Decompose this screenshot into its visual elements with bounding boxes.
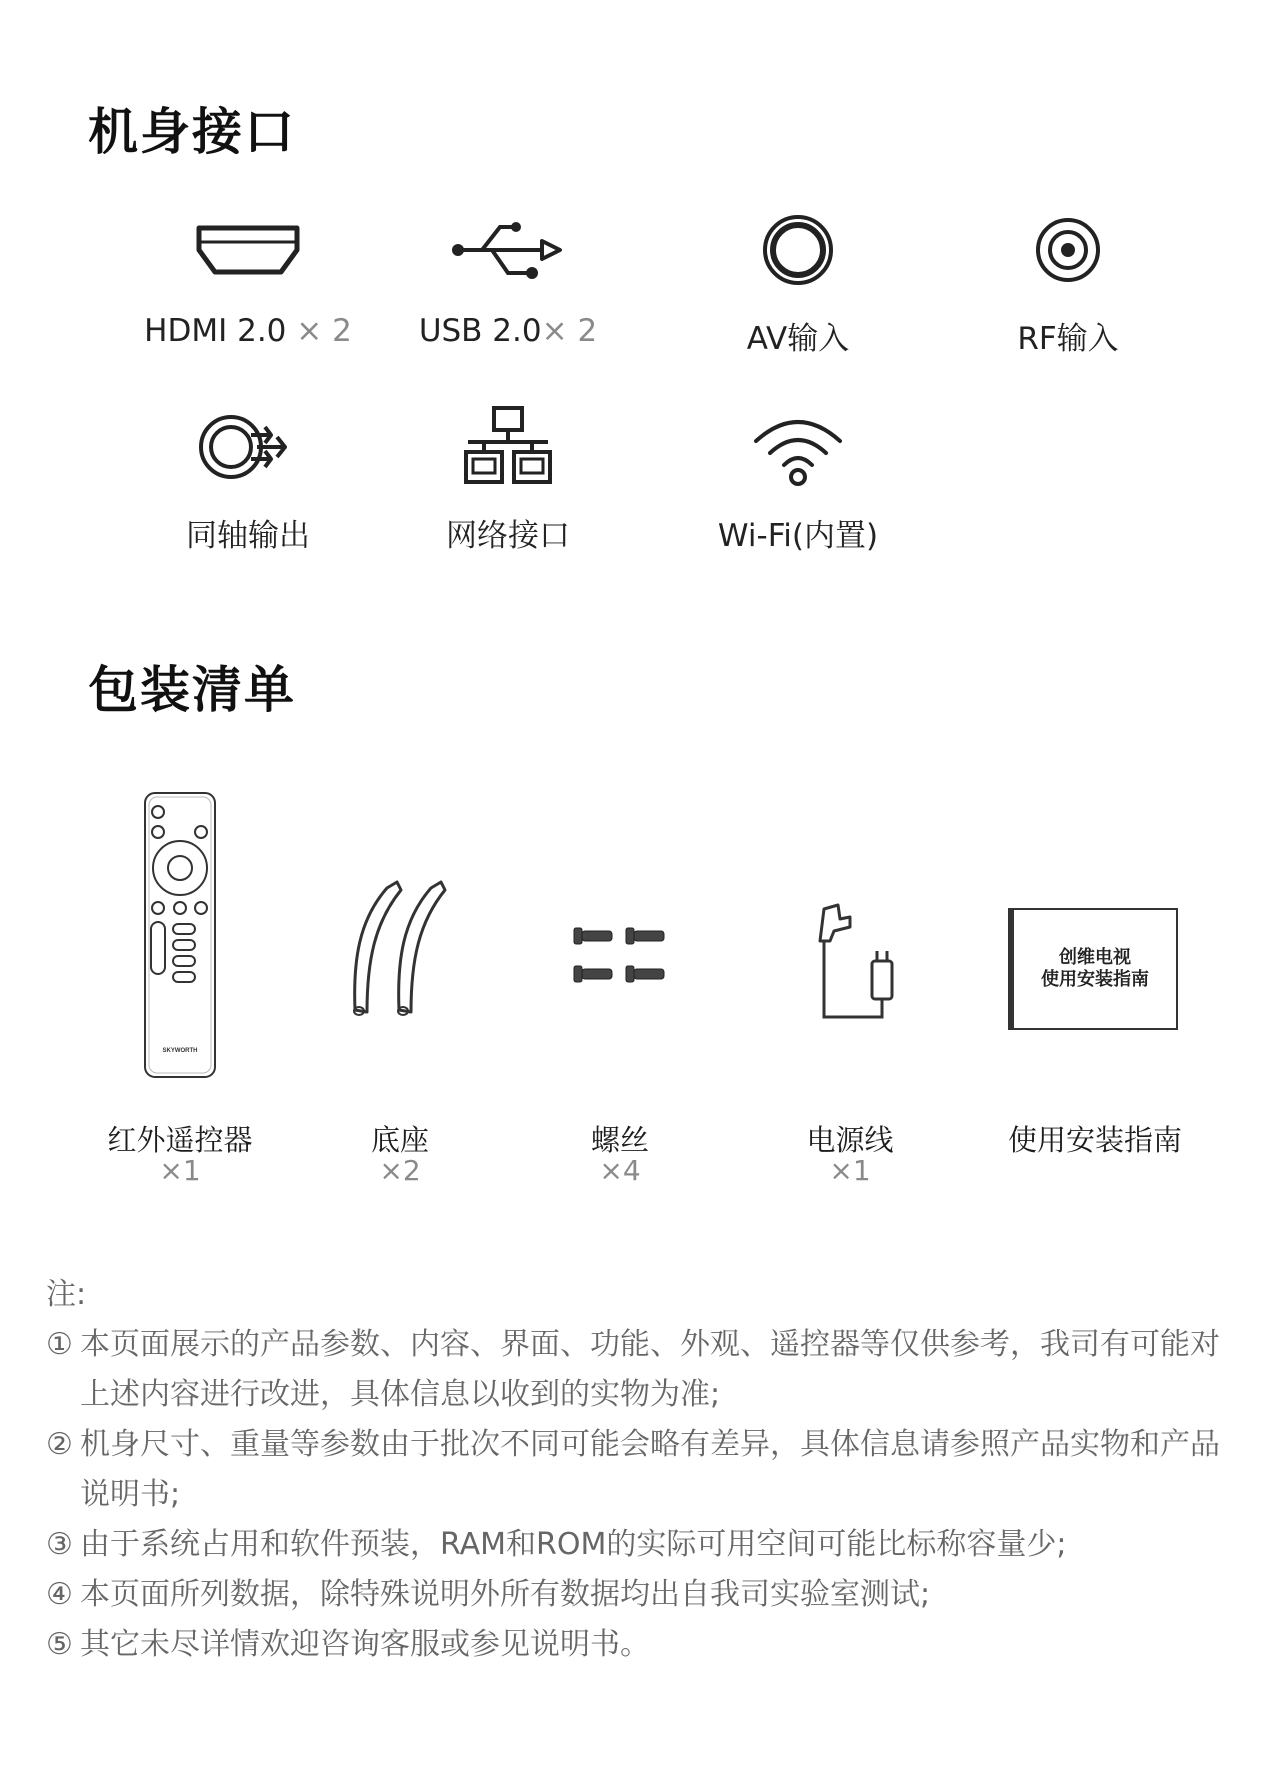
package-item-screws-qty: ×4 (599, 1154, 641, 1187)
stand-legs-image (290, 870, 510, 1020)
hdmi-port-icon (118, 195, 378, 305)
screws-image (510, 920, 730, 990)
note-text: 本页面展示的产品参数、内容、界面、功能、外观、遥控器等仅供参考，我司有可能对上述内容进行改进，具体信息以收到的实物为准; (80, 1327, 1220, 1412)
note-number: ① (46, 1327, 73, 1362)
usb-icon (378, 195, 638, 305)
port-wifi-label: Wi-Fi(内置) (717, 518, 879, 554)
package-item-stand (290, 780, 510, 1187)
rf-jack-icon (938, 195, 1198, 305)
note-number: ③ (46, 1527, 73, 1562)
note-text: 其它未尽详情欢迎咨询客服或参见说明书。 (80, 1627, 650, 1662)
port-hdmi-count: × 2 (296, 313, 352, 349)
package-item-stand-qty: ×2 (379, 1154, 421, 1187)
note-number: ⑤ (46, 1627, 73, 1662)
package-item-remote-qty: ×1 (159, 1154, 201, 1187)
network-port-icon (378, 392, 638, 502)
coaxial-output-icon (118, 392, 378, 502)
note-item (46, 1570, 1246, 1620)
note-item (46, 1320, 1246, 1420)
package-item-remote-name: 红外遥控器 (107, 1123, 253, 1157)
port-network-label: 网络接口 (446, 518, 570, 554)
note-text: 本页面所列数据，除特殊说明外所有数据均出自我司实验室测试; (80, 1577, 931, 1612)
package-item-manual-name: 使用安装指南 (1007, 1123, 1182, 1157)
note-number: ④ (46, 1577, 73, 1612)
av-jack-icon (668, 195, 928, 305)
port-wifi (668, 392, 928, 555)
package-item-power-cord-qty: ×1 (829, 1154, 871, 1187)
port-coaxial-label: 同轴输出 (186, 518, 310, 554)
package-item-power-cord-name: 电源线 (806, 1123, 894, 1157)
port-usb (378, 195, 638, 349)
port-av (668, 195, 928, 358)
package-item-manual (985, 780, 1205, 1180)
package-item-remote (70, 780, 290, 1187)
note-text: 机身尺寸、重量等参数由于批次不同可能会略有差异，具体信息请参照产品实物和产品说明书; (80, 1427, 1220, 1512)
ports-section-title: 机身接口 (88, 103, 296, 161)
manual-booklet-cover (1012, 908, 1178, 1030)
note-text: 由于系统占用和软件预装，RAM和ROM的实际可用空间可能比标称容量少; (80, 1527, 1067, 1562)
package-section-title: 包装清单 (88, 661, 296, 719)
manual-cover-line2: 使用安装指南 (1041, 969, 1149, 990)
port-rf (938, 195, 1198, 358)
port-av-label: AV输入 (746, 321, 850, 357)
wifi-icon (668, 392, 928, 502)
manual-cover-line1: 创维电视 (1059, 947, 1131, 968)
note-item (46, 1620, 1246, 1670)
port-hdmi (118, 195, 378, 349)
port-usb-label: USB 2.0 (418, 313, 542, 349)
port-coaxial (118, 392, 378, 555)
port-hdmi-label: HDMI 2.0 (144, 313, 287, 349)
package-item-power-cord (740, 780, 960, 1187)
manual-booklet-image (985, 905, 1205, 1030)
note-item (46, 1420, 1246, 1520)
package-item-screws (510, 780, 730, 1187)
package-item-stand-name: 底座 (370, 1123, 429, 1157)
remote-control-image (70, 780, 290, 1080)
note-item (46, 1520, 1246, 1570)
package-item-screws-name: 螺丝 (590, 1123, 649, 1157)
port-rf-label: RF输入 (1017, 321, 1119, 357)
port-usb-count: × 2 (541, 313, 598, 349)
remote-brand-text: SKYWORTH (162, 1048, 198, 1054)
notes-section (46, 1270, 1246, 1670)
port-network (378, 392, 638, 555)
power-cord-image (740, 900, 960, 1025)
note-number: ② (46, 1427, 73, 1462)
notes-heading: 注: (46, 1277, 87, 1312)
